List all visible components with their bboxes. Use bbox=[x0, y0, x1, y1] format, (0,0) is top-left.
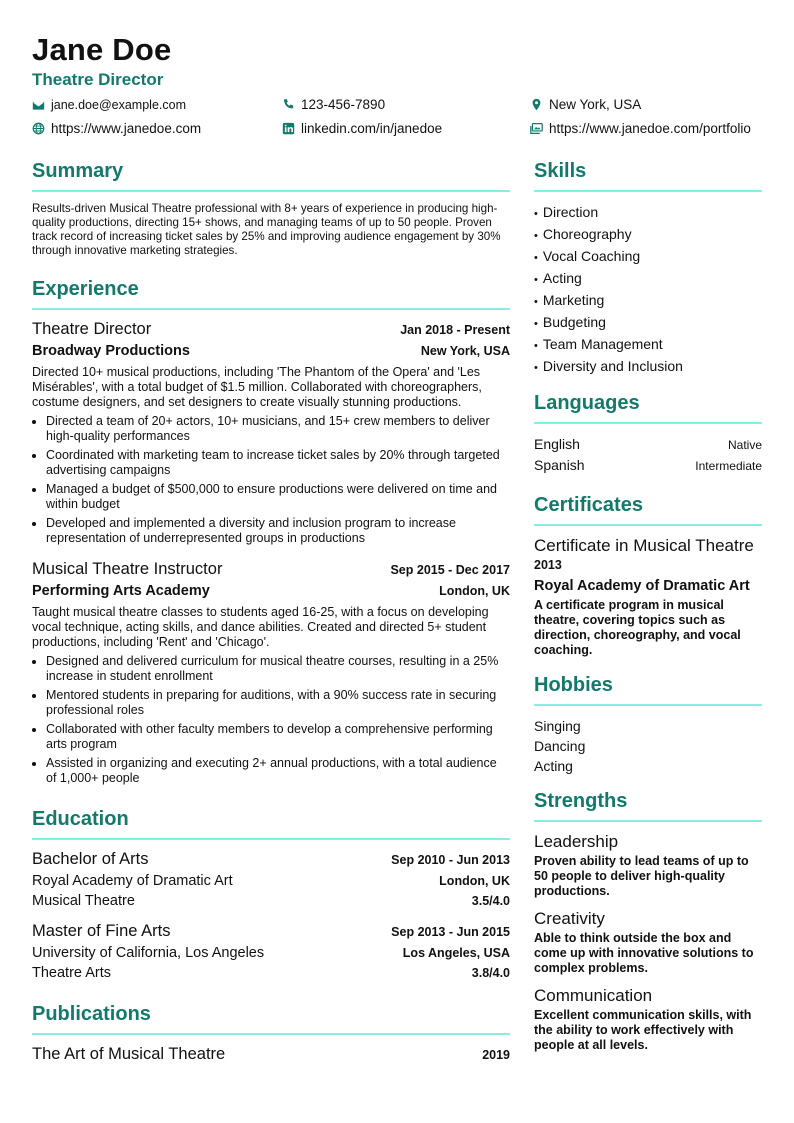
job-title: Musical Theatre Instructor bbox=[32, 560, 223, 578]
job-dates: Jan 2018 - Present bbox=[400, 323, 510, 337]
email-text: jane.doe@example.com bbox=[51, 98, 186, 112]
job-organization: Performing Arts Academy bbox=[32, 583, 210, 599]
job-description: Directed 10+ musical productions, including 'The Phantom of the Opera' and 'Les Misérables', with a total budget of $1.5 million. Collaborated with choreographers, costume designers, and set designers to create visually stunning productions. bbox=[32, 365, 482, 409]
education-item bbox=[32, 850, 510, 909]
bullet-item: • Coordinated with marketing team to increase ticket sales by 20% through targeted advertising campaigns bbox=[46, 448, 510, 478]
strength-description: Proven ability to lead teams of up to 50 people to deliver high-quality productions. bbox=[534, 854, 749, 898]
strength-item bbox=[534, 909, 762, 976]
language-level: Intermediate bbox=[695, 459, 762, 473]
skill-item: • Team Management bbox=[534, 334, 762, 356]
bullet-item: • Developed and implemented a diversity and inclusion program to increase representation of underrepresented groups in productions bbox=[46, 516, 510, 546]
job-organization: Broadway Productions bbox=[32, 343, 190, 359]
left-column bbox=[32, 160, 510, 1064]
portfolio-text: https://www.janedoe.com/portfolio bbox=[549, 121, 751, 136]
hobby-item: Singing bbox=[534, 718, 581, 734]
contact-email[interactable] bbox=[32, 98, 186, 112]
strength-item bbox=[534, 832, 762, 899]
skill-item: • Acting bbox=[534, 268, 762, 290]
degree: Master of Fine Arts bbox=[32, 922, 171, 940]
job-location: New York, USA bbox=[420, 344, 510, 358]
job-dates: Sep 2015 - Dec 2017 bbox=[390, 563, 510, 577]
skill-item: • Direction bbox=[534, 202, 762, 224]
location-pin-icon bbox=[530, 98, 543, 111]
certificate-organization: Royal Academy of Dramatic Art bbox=[534, 578, 750, 594]
language-name: English bbox=[534, 436, 580, 452]
globe-icon bbox=[32, 122, 45, 135]
contact-location bbox=[530, 97, 641, 112]
hobby-item: Dancing bbox=[534, 738, 586, 754]
skills-heading: Skills bbox=[534, 160, 762, 192]
education-dates: Sep 2013 - Jun 2015 bbox=[391, 925, 510, 939]
contact-phone[interactable] bbox=[282, 97, 385, 112]
bullet-item: • Directed a team of 20+ actors, 10+ musicians, and 15+ crew members to deliver high-quality performances bbox=[46, 414, 510, 444]
right-column bbox=[534, 160, 762, 1063]
certificate-name: Certificate in Musical Theatre bbox=[534, 536, 754, 555]
experience-item bbox=[32, 320, 510, 546]
gpa: 3.8/4.0 bbox=[471, 966, 510, 980]
linkedin-text: linkedin.com/in/janedoe bbox=[301, 121, 443, 136]
job-location: London, UK bbox=[439, 584, 510, 598]
contact-portfolio[interactable] bbox=[530, 121, 751, 136]
strength-title: Leadership bbox=[534, 832, 619, 851]
hobbies-list bbox=[534, 716, 762, 776]
skill-item: • Budgeting bbox=[534, 312, 762, 334]
job-title: Theatre Director bbox=[32, 320, 152, 338]
bullet-item: • Designed and delivered curriculum for musical theatre courses, resulting in a 25% increase in student enrollment bbox=[46, 654, 510, 684]
field-of-study: Theatre Arts bbox=[32, 965, 111, 981]
candidate-title: Theatre Director bbox=[32, 70, 164, 89]
certificate-year: 2013 bbox=[534, 558, 562, 572]
school-location: London, UK bbox=[439, 874, 510, 888]
strength-item bbox=[534, 986, 762, 1053]
certificates-heading: Certificates bbox=[534, 494, 762, 526]
language-item bbox=[534, 455, 762, 476]
language-level: Native bbox=[727, 438, 762, 452]
school-location: Los Angeles, USA bbox=[402, 946, 510, 960]
bullet-item: • Assisted in organizing and executing 2+ annual productions, with a total audience of 1,000+ people bbox=[46, 756, 510, 786]
strength-description: Able to think outside the box and come up with innovative solutions to complex problems. bbox=[534, 931, 754, 975]
languages-list bbox=[534, 434, 762, 476]
certificate-description: A certificate program in musical theatre, covering topics such as direction, choreography, and vocal coaching. bbox=[534, 598, 741, 657]
experience-item bbox=[32, 560, 510, 786]
education-dates: Sep 2010 - Jun 2013 bbox=[391, 853, 510, 867]
experience-heading: Experience bbox=[32, 278, 510, 310]
summary-heading: Summary bbox=[32, 160, 510, 192]
education-heading: Education bbox=[32, 808, 510, 840]
location-text: New York, USA bbox=[549, 97, 642, 112]
portfolio-icon bbox=[530, 122, 543, 135]
summary-text: Results-driven Musical Theatre professional with 8+ years of experience in producing high-quality productions, directing 15+ shows, and managing teams of up to 50 people. Proven track record of increasing ticket sales by 25% and improving audience engagement by 30% through innovative marketing strategies. bbox=[32, 202, 501, 257]
contact-linkedin[interactable] bbox=[282, 121, 442, 136]
publication-year: 2019 bbox=[482, 1048, 510, 1062]
job-bullets bbox=[32, 414, 510, 546]
website-text: https://www.janedoe.com bbox=[51, 121, 202, 136]
school: Royal Academy of Dramatic Art bbox=[32, 873, 233, 889]
bullet-item: • Mentored students in preparing for auditions, with a 90% success rate in securing professional roles bbox=[46, 688, 510, 718]
hobbies-heading: Hobbies bbox=[534, 674, 762, 706]
language-name: Spanish bbox=[534, 457, 585, 473]
skills-list bbox=[534, 202, 762, 378]
school: University of California, Los Angeles bbox=[32, 945, 265, 961]
contact-website[interactable] bbox=[32, 121, 201, 136]
publication-item bbox=[32, 1045, 510, 1064]
publications-heading: Publications bbox=[32, 1003, 510, 1035]
strengths-heading: Strengths bbox=[534, 790, 762, 822]
language-item bbox=[534, 434, 762, 455]
job-bullets bbox=[32, 654, 510, 786]
publication-title: The Art of Musical Theatre bbox=[32, 1045, 226, 1063]
skill-item: • Marketing bbox=[534, 290, 762, 312]
skill-item: • Choreography bbox=[534, 224, 762, 246]
strength-title: Communication bbox=[534, 986, 653, 1005]
email-icon bbox=[32, 99, 45, 112]
job-description: Taught musical theatre classes to students aged 16-25, with a focus on developing vocal technique, acting skills, and dance abilities. Created and directed 5+ student productions, including 'Rent' and 'Chicago'. bbox=[32, 605, 489, 649]
phone-icon bbox=[282, 98, 295, 111]
education-item bbox=[32, 922, 510, 981]
skill-item: • Vocal Coaching bbox=[534, 246, 762, 268]
certificate-item bbox=[534, 536, 762, 658]
hobby-item: Acting bbox=[534, 758, 573, 774]
linkedin-icon bbox=[282, 122, 295, 135]
bullet-item: • Managed a budget of $500,000 to ensure productions were delivered on time and within budget bbox=[46, 482, 510, 512]
candidate-name: Jane Doe bbox=[32, 32, 172, 67]
languages-heading: Languages bbox=[534, 392, 762, 424]
skill-item: • Diversity and Inclusion bbox=[534, 356, 762, 378]
phone-text: 123-456-7890 bbox=[301, 97, 386, 112]
strength-description: Excellent communication skills, with the ability to work effectively with people at all levels. bbox=[534, 1008, 752, 1052]
degree: Bachelor of Arts bbox=[32, 850, 149, 868]
field-of-study: Musical Theatre bbox=[32, 893, 135, 909]
strength-title: Creativity bbox=[534, 909, 605, 928]
gpa: 3.5/4.0 bbox=[471, 894, 510, 908]
bullet-item: • Collaborated with other faculty members to develop a comprehensive performing arts program bbox=[46, 722, 510, 752]
